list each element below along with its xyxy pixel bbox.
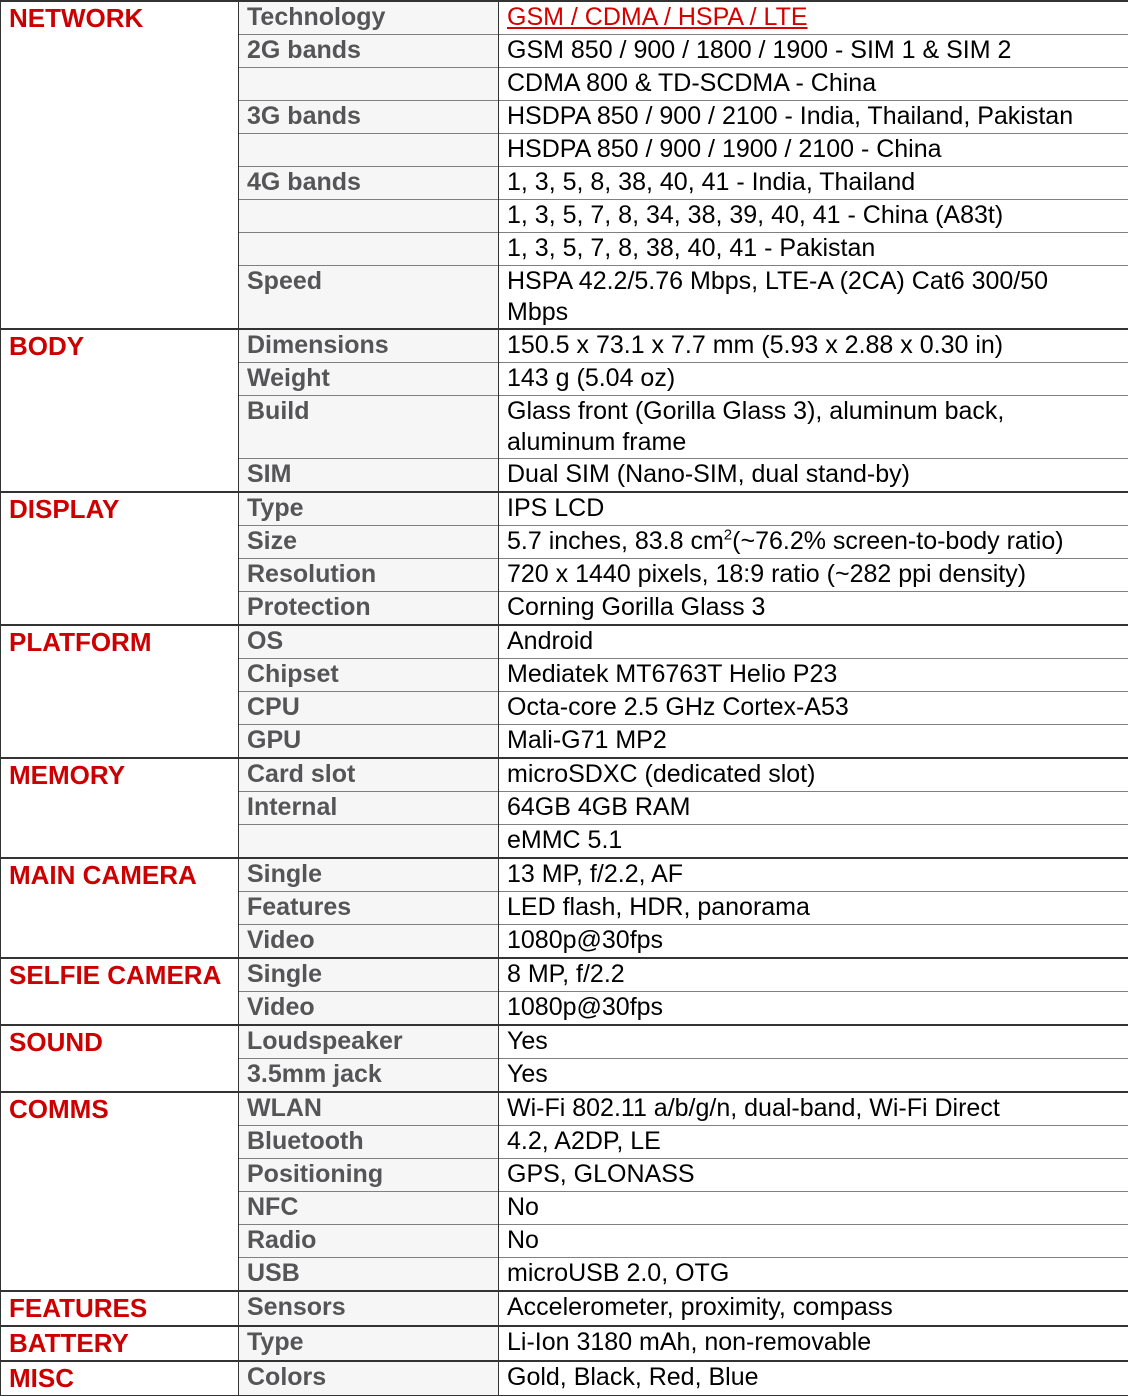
spec-value-cell: 1, 3, 5, 7, 8, 38, 40, 41 - Pakistan <box>499 233 1128 266</box>
spec-row <box>1 1291 1128 1326</box>
spec-value-cell: Accelerometer, proximity, compass <box>499 1291 1128 1326</box>
spec-value-cell: 13 MP, f/2.2, AF <box>499 858 1128 892</box>
category-cell: MAIN CAMERA <box>1 858 239 958</box>
spec-value-cell: Wi-Fi 802.11 a/b/g/n, dual-band, Wi-Fi Direct <box>499 1092 1128 1126</box>
spec-value-cell: GPS, GLONASS <box>499 1159 1128 1192</box>
spec-value-cell: Dual SIM (Nano-SIM, dual stand-by) <box>499 459 1128 493</box>
spec-value-cell: CDMA 800 & TD-SCDMA - China <box>499 68 1128 101</box>
category-cell: COMMS <box>1 1092 239 1291</box>
category-cell: DISPLAY <box>1 492 239 625</box>
spec-key-cell: Type <box>239 1326 499 1361</box>
spec-value-cell: microSDXC (dedicated slot) <box>499 758 1128 792</box>
value-text: 5.7 inches, 83.8 cm <box>507 527 724 555</box>
spec-value-cell <box>499 1 1128 35</box>
spec-value-cell: No <box>499 1225 1128 1258</box>
spec-row <box>1 1025 1128 1059</box>
technology-link[interactable]: GSM / CDMA / HSPA / LTE <box>507 3 808 31</box>
spec-key-cell: SIM <box>239 459 499 493</box>
spec-key-cell: Video <box>239 925 499 959</box>
spec-row <box>1 1361 1128 1396</box>
spec-row <box>1 958 1128 992</box>
category-cell: MISC <box>1 1361 239 1396</box>
spec-key-cell: USB <box>239 1258 499 1292</box>
spec-key-cell <box>239 233 499 266</box>
spec-value-cell: Li-Ion 3180 mAh, non-removable <box>499 1326 1128 1361</box>
spec-table-body <box>1 1 1128 1396</box>
category-cell: SOUND <box>1 1025 239 1092</box>
spec-value-cell: 1080p@30fps <box>499 992 1128 1026</box>
spec-key-cell: Speed <box>239 266 499 330</box>
category-cell: PLATFORM <box>1 625 239 758</box>
spec-key-cell: GPU <box>239 725 499 759</box>
spec-row <box>1 492 1128 526</box>
spec-value-cell: 64GB 4GB RAM <box>499 792 1128 825</box>
spec-value-cell: 143 g (5.04 oz) <box>499 363 1128 396</box>
spec-value-cell: LED flash, HDR, panorama <box>499 892 1128 925</box>
spec-key-cell: Build <box>239 396 499 459</box>
spec-value-cell: Yes <box>499 1025 1128 1059</box>
spec-key-cell: Radio <box>239 1225 499 1258</box>
spec-value-cell: HSDPA 850 / 900 / 1900 / 2100 - China <box>499 134 1128 167</box>
category-cell: BODY <box>1 329 239 492</box>
category-cell: NETWORK <box>1 1 239 329</box>
spec-key-cell: Card slot <box>239 758 499 792</box>
spec-value-cell: 4.2, A2DP, LE <box>499 1126 1128 1159</box>
spec-row <box>1 1092 1128 1126</box>
spec-key-cell <box>239 200 499 233</box>
spec-key-cell: Size <box>239 526 499 559</box>
spec-value-cell: microUSB 2.0, OTG <box>499 1258 1128 1292</box>
spec-key-cell: NFC <box>239 1192 499 1225</box>
spec-key-cell: Video <box>239 992 499 1026</box>
spec-key-cell: 3.5mm jack <box>239 1059 499 1093</box>
spec-row <box>1 858 1128 892</box>
value-text: (~76.2% screen-to-body ratio) <box>732 527 1063 555</box>
spec-key-cell: OS <box>239 625 499 659</box>
spec-key-cell: 2G bands <box>239 35 499 68</box>
value-line: aluminum frame <box>507 428 686 456</box>
value-line: HSPA 42.2/5.76 Mbps, LTE-A (2CA) Cat6 300/50 <box>507 267 1048 295</box>
spec-key-cell: Chipset <box>239 659 499 692</box>
spec-key-cell: Single <box>239 858 499 892</box>
spec-key-cell: Type <box>239 492 499 526</box>
spec-value-cell <box>499 396 1128 459</box>
spec-key-cell: Dimensions <box>239 329 499 363</box>
superscript-2: 2 <box>724 527 732 544</box>
spec-key-cell: Weight <box>239 363 499 396</box>
spec-value-cell: 150.5 x 73.1 x 7.7 mm (5.93 x 2.88 x 0.30 in) <box>499 329 1128 363</box>
spec-value-cell <box>499 266 1128 330</box>
spec-key-cell: Sensors <box>239 1291 499 1326</box>
spec-key-cell: Technology <box>239 1 499 35</box>
spec-value-cell: Mediatek MT6763T Helio P23 <box>499 659 1128 692</box>
spec-key-cell: Bluetooth <box>239 1126 499 1159</box>
spec-value-cell: eMMC 5.1 <box>499 825 1128 859</box>
category-cell: FEATURES <box>1 1291 239 1326</box>
spec-value-cell: Mali-G71 MP2 <box>499 725 1128 759</box>
spec-key-cell: Loudspeaker <box>239 1025 499 1059</box>
spec-row <box>1 329 1128 363</box>
spec-key-cell: Internal <box>239 792 499 825</box>
spec-key-cell: WLAN <box>239 1092 499 1126</box>
spec-key-cell: 4G bands <box>239 167 499 200</box>
spec-key-cell: Single <box>239 958 499 992</box>
spec-value-cell: Yes <box>499 1059 1128 1093</box>
spec-value-cell: HSDPA 850 / 900 / 2100 - India, Thailand, Pakistan <box>499 101 1128 134</box>
spec-key-cell <box>239 68 499 101</box>
spec-value-cell: 1, 3, 5, 7, 8, 34, 38, 39, 40, 41 - China (A83t) <box>499 200 1128 233</box>
spec-key-cell <box>239 825 499 859</box>
spec-row <box>1 758 1128 792</box>
spec-value-cell: No <box>499 1192 1128 1225</box>
spec-row <box>1 625 1128 659</box>
spec-value-cell <box>499 526 1128 559</box>
spec-key-cell: Features <box>239 892 499 925</box>
spec-key-cell: Colors <box>239 1361 499 1396</box>
category-cell: BATTERY <box>1 1326 239 1361</box>
spec-value-cell: Android <box>499 625 1128 659</box>
spec-value-cell: 720 x 1440 pixels, 18:9 ratio (~282 ppi density) <box>499 559 1128 592</box>
spec-value-cell: 8 MP, f/2.2 <box>499 958 1128 992</box>
spec-key-cell: 3G bands <box>239 101 499 134</box>
value-line: Glass front (Gorilla Glass 3), aluminum back, <box>507 397 1004 425</box>
category-cell: MEMORY <box>1 758 239 858</box>
spec-value-cell: Octa-core 2.5 GHz Cortex-A53 <box>499 692 1128 725</box>
spec-value-cell: IPS LCD <box>499 492 1128 526</box>
spec-value-cell: Gold, Black, Red, Blue <box>499 1361 1128 1396</box>
spec-value-cell: GSM 850 / 900 / 1800 / 1900 - SIM 1 & SIM 2 <box>499 35 1128 68</box>
category-cell: SELFIE CAMERA <box>1 958 239 1025</box>
spec-key-cell <box>239 134 499 167</box>
spec-key-cell: Positioning <box>239 1159 499 1192</box>
spec-value-cell: Corning Gorilla Glass 3 <box>499 592 1128 626</box>
spec-key-cell: CPU <box>239 692 499 725</box>
value-line: Mbps <box>507 298 568 326</box>
spec-row <box>1 1326 1128 1361</box>
spec-row <box>1 1 1128 35</box>
spec-value-cell: 1080p@30fps <box>499 925 1128 959</box>
spec-key-cell: Resolution <box>239 559 499 592</box>
spec-key-cell: Protection <box>239 592 499 626</box>
spec-value-cell: 1, 3, 5, 8, 38, 40, 41 - India, Thailand <box>499 167 1128 200</box>
